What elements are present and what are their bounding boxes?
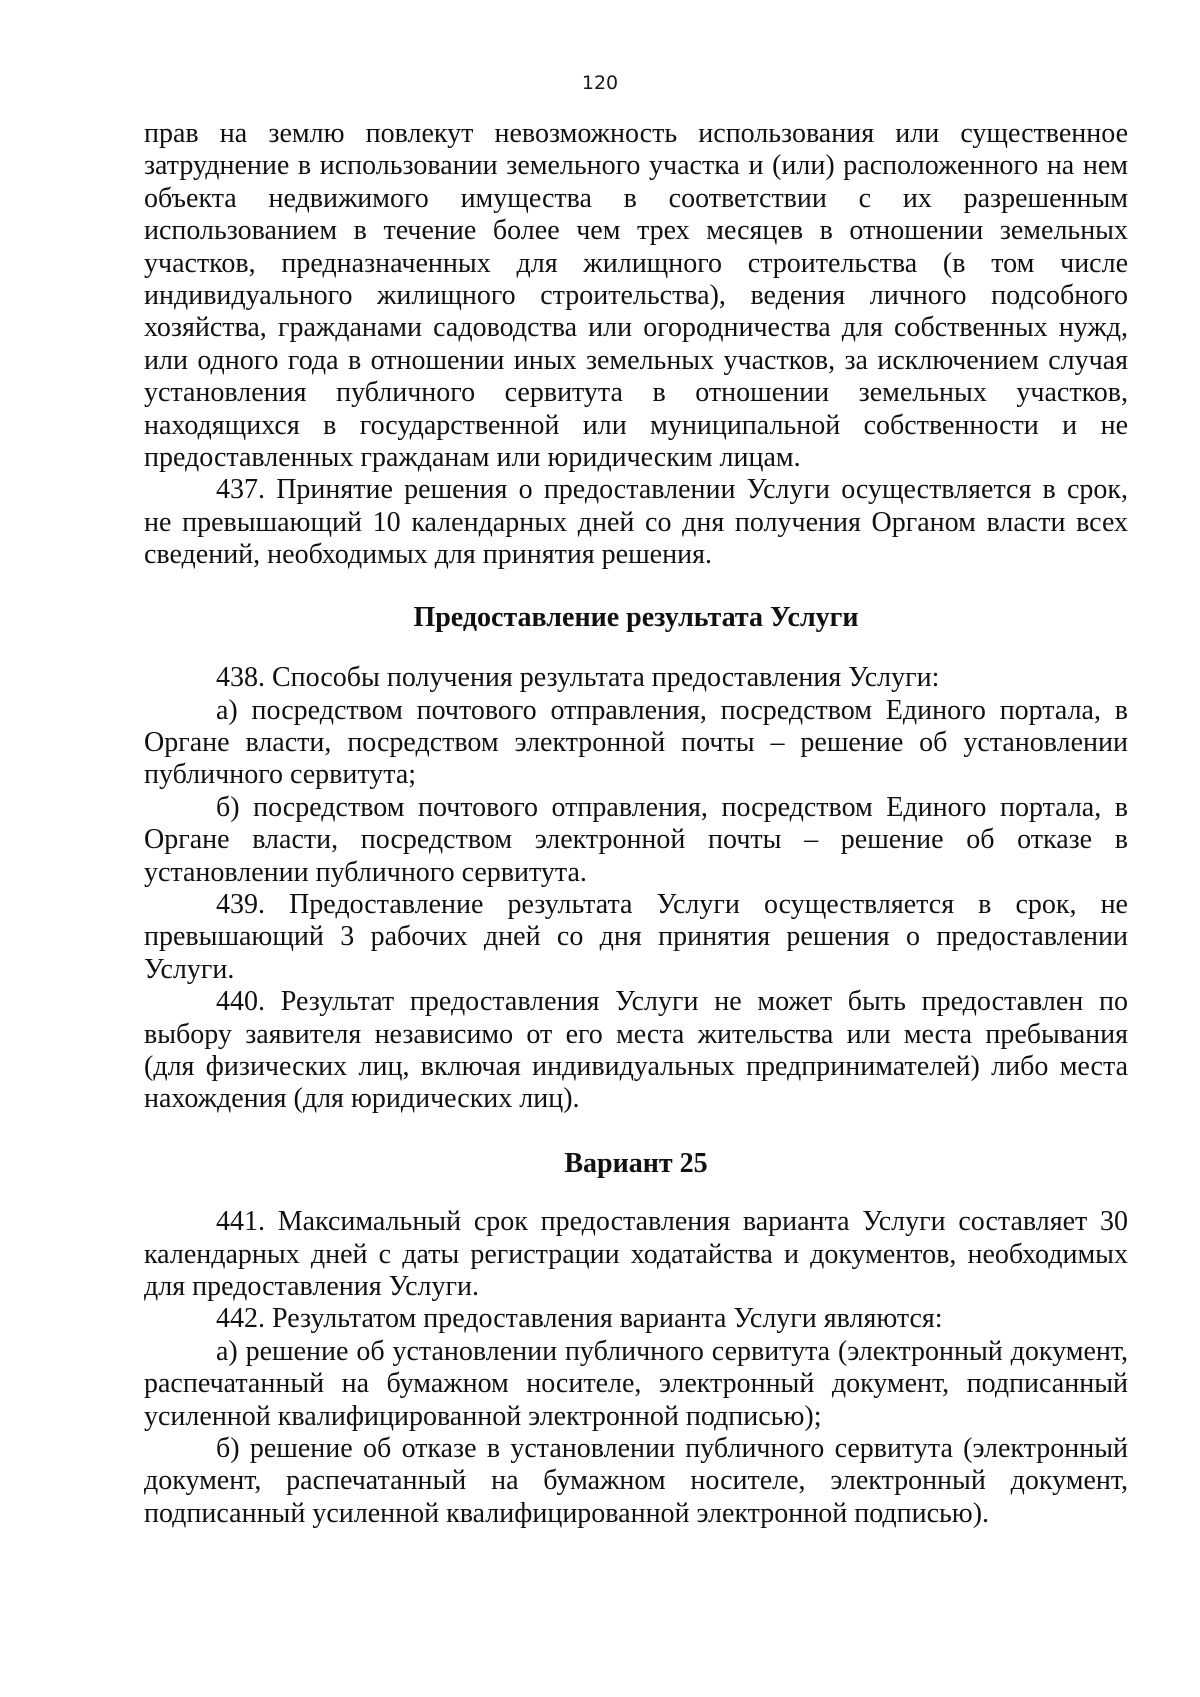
paragraph-438-b: б) посредством почтового отправления, посредством Единого портала, в Органе власти, посредством электронной почты – решение об отказе в установлении публичного сервитута. bbox=[144, 791, 1128, 888]
paragraph-437: 437. Принятие решения о предоставлении Услуги осуществляется в срок, не превышающий 10 календарных дней со дня получения Органом власти всех сведений, необходимых для принятия решения. bbox=[144, 474, 1128, 571]
paragraph-442-b: б) решение об отказе в установлении публичного сервитута (электронный документ, распечатанный на бумажном носителе, электронный документ, подписанный усиленной квалифицированной электронной подписью). bbox=[144, 1433, 1128, 1529]
section-heading-variant: Вариант 25 bbox=[564, 1147, 708, 1179]
section-heading-result: Предоставление результата Услуги bbox=[413, 601, 859, 633]
paragraph-442: 442. Результатом предоставления варианта Услуги являются: bbox=[216, 1303, 943, 1335]
paragraph-439: 439. Предоставление результата Услуги осуществляется в срок, не превышающий 3 рабочих дней со дня принятия решения о предоставлении Услуги. bbox=[144, 888, 1128, 985]
paragraph-438: 438. Способы получения результата предоставления Услуги: bbox=[216, 662, 940, 694]
paragraph-438-a: а) посредством почтового отправления, посредством Единого портала, в Органе власти, посредством электронной почты – решение об установлении публичного сервитута; bbox=[144, 694, 1128, 791]
document-body bbox=[144, 118, 1128, 1530]
paragraph-441: 441. Максимальный срок предоставления варианта Услуги составляет 30 календарных дней с даты регистрации ходатайства и документов, необходимых для предоставления Услуги. bbox=[144, 1206, 1128, 1302]
paragraph-440: 440. Результат предоставления Услуги не может быть предоставлен по выбору заявителя независимо от его места жительства или места пребывания (для физических лиц, включая индивидуальных предпринимателей) либо места нахождения (для юридических лиц). bbox=[144, 986, 1128, 1115]
page-number: 120 bbox=[581, 72, 619, 94]
paragraph-continuation: прав на землю повлекут невозможность использования или существенное затруднение в использовании земельного участка и (или) расположенного на нем объекта недвижимого имущества в соответствии с их разрешенным использованием в течение более чем трех месяцев в отношении земельных участков, предназначенных для жилищного строительства (в том числе индивидуального жилищного строительства), ведения личного подсобного хозяйства, гражданами садоводства или огородничества для собственных нужд, или одного года в отношении иных земельных участков, за исключением случая установления публичного сервитута в отношении земельных участков, находящихся в государственной или муниципальной собственности и не предоставленных гражданам или юридическим лицам. bbox=[144, 118, 1128, 474]
paragraph-442-a: а) решение об установлении публичного сервитута (электронный документ, распечатанный на бумажном носителе, электронный документ, подписанный усиленной квалифицированной электронной подписью); bbox=[144, 1335, 1128, 1432]
